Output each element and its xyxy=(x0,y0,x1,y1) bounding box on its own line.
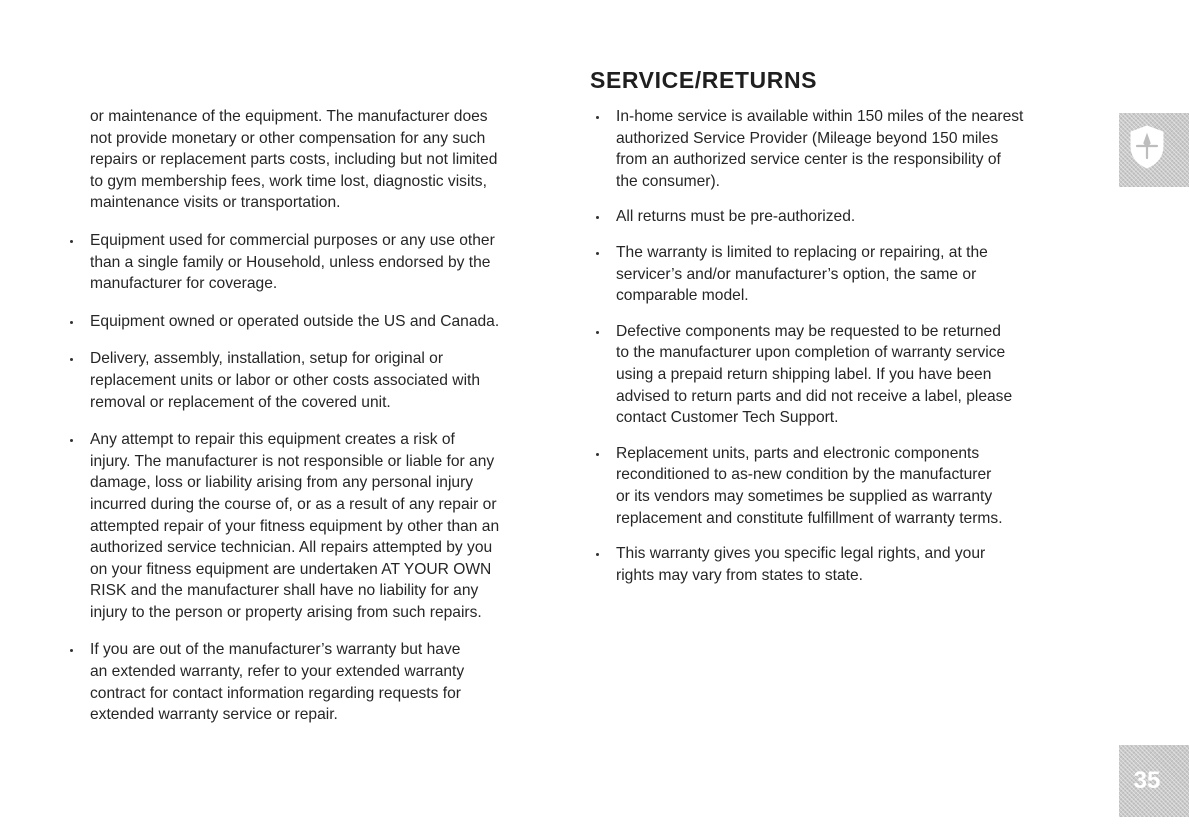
list-item: This warranty gives you specific legal rights, and your rights may vary from states to state. xyxy=(590,543,1060,586)
shield-icon xyxy=(1128,124,1166,170)
left-column xyxy=(64,106,554,726)
list-item: Equipment owned or operated outside the US and Canada. xyxy=(64,311,554,333)
right-column xyxy=(590,65,1060,586)
list-item: Replacement units, parts and electronic components reconditioned to as-new condition by the manufacturer or its vendors may sometimes be supplied as warranty replacement and constitute fulfillment of warranty terms. xyxy=(590,443,1060,529)
list-item: The warranty is limited to replacing or repairing, at the servicer’s and/or manufacturer’s option, the same or comparable model. xyxy=(590,242,1060,307)
service-returns-list xyxy=(590,106,1060,586)
section-tab xyxy=(1119,113,1189,187)
list-item: Any attempt to repair this equipment creates a risk of injury. The manufacturer is not responsible or liable for any damage, loss or liability arising from any personal injury incurred during the course of, or as a result of any repair or attempted repair of your fitness equipment by other than an authorized service technician. All repairs attempted by you on your fitness equipment are undertaken AT YOUR OWN RISK and the manufacturer shall have no liability for any injury to the person or property arising from such repairs. xyxy=(64,429,554,623)
list-item: Defective components may be requested to be returned to the manufacturer upon completion of warranty service using a prepaid return shipping label. If you have been advised to return parts and did not receive a label, please contact Customer Tech Support. xyxy=(590,321,1060,429)
list-item: Delivery, assembly, installation, setup for original or replacement units or labor or other costs associated with removal or replacement of the covered unit. xyxy=(64,348,554,413)
list-item: Equipment used for commercial purposes or any use other than a single family or Household, unless endorsed by the manufacturer for coverage. xyxy=(64,230,554,295)
page-number: 35 xyxy=(1133,767,1161,794)
list-item: If you are out of the manufacturer’s warranty but have an extended warranty, refer to your extended warranty contract for contact information regarding requests for extended warranty service or repair. xyxy=(64,639,554,725)
section-heading: SERVICE/RETURNS xyxy=(590,67,818,93)
page-number-tab xyxy=(1119,745,1189,817)
intro-paragraph: or maintenance of the equipment. The manufacturer does not provide monetary or other compensation for any such repairs or replacement parts costs, including but not limited to gym membership fees, work time lost, diagnostic visits, maintenance visits or transportation. xyxy=(90,108,498,212)
list-item: In-home service is available within 150 miles of the nearest authorized Service Provider (Mileage beyond 150 miles from an authorized service center is the responsibility of the consumer). xyxy=(590,106,1060,192)
list-item: All returns must be pre-authorized. xyxy=(590,206,1060,228)
exclusions-list xyxy=(64,230,554,726)
